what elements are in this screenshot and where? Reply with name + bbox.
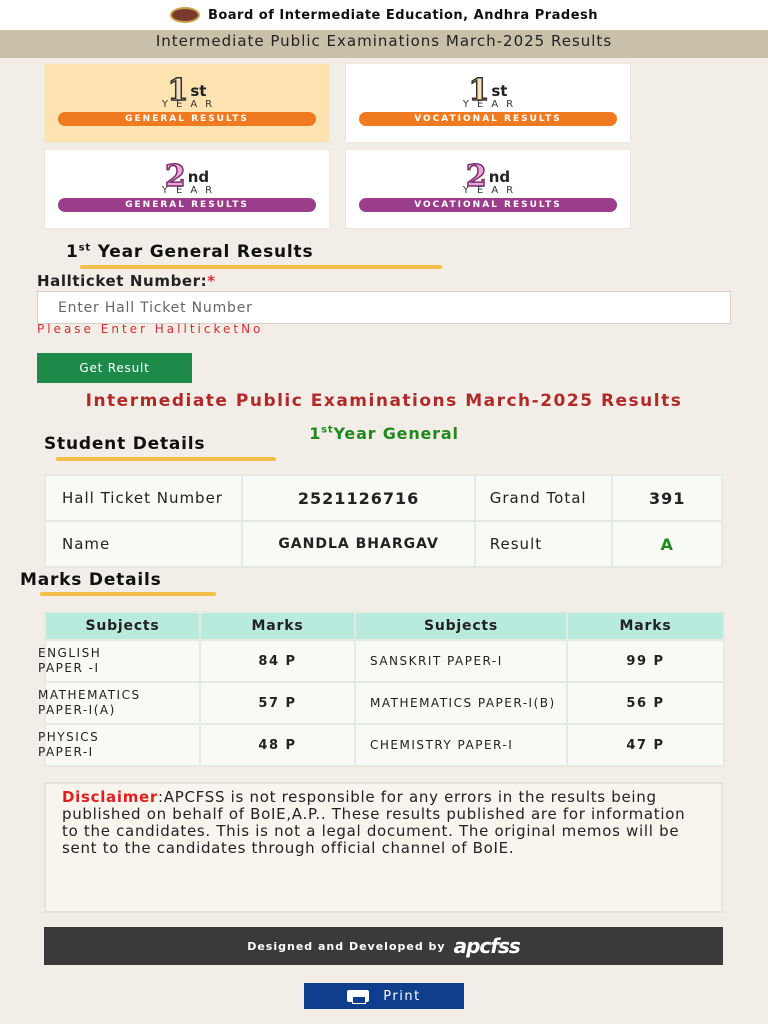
marks-cell: 99 P: [567, 640, 724, 682]
marks-cell: 47 P: [567, 724, 724, 766]
title-underline: [80, 265, 442, 269]
marks-details-title: Marks Details: [20, 570, 162, 590]
marks-cell: 56 P: [567, 682, 724, 724]
apcfss-logo: apcfss: [453, 934, 520, 958]
print-label: Print: [383, 988, 421, 1004]
print-button[interactable]: [304, 983, 464, 1009]
card-2nd-year-vocational[interactable]: [345, 149, 631, 229]
disclaimer-title: Disclaimer: [62, 788, 159, 806]
disclaimer-text: :APCFSS is not responsible for any errors in the results being published on behalf of BoIE,A.P.. These results published are for information to the candidates. This is not a legal document. The original memos will be sent to the candidates through official channel of BoIE.: [62, 788, 686, 857]
student-details-title: Student Details: [44, 434, 206, 454]
card-1st-year-vocational[interactable]: [345, 63, 631, 143]
title-underline: [56, 457, 276, 461]
marks-table: [38, 611, 725, 767]
subject-cell: CHEMISTRY PAPER-I: [355, 724, 567, 766]
card-2nd-year-general[interactable]: [44, 149, 330, 229]
col-marks: Marks: [567, 612, 724, 640]
result-label: Result: [475, 521, 613, 567]
table-row: [45, 724, 724, 766]
card-number: 2: [465, 159, 487, 194]
footer-text: Designed and Developed by: [247, 939, 446, 953]
card-suffix: nd: [187, 168, 210, 186]
col-marks: Marks: [200, 612, 355, 640]
subject-cell: SANSKRIT PAPER-I: [355, 640, 567, 682]
name-value: GANDLA BHARGAV: [242, 521, 474, 567]
marks-cell: 48 P: [200, 724, 355, 766]
ht-value: 2521126716: [242, 475, 474, 521]
table-row: [45, 682, 724, 724]
board-title: Board of Intermediate Education, Andhra Pradesh: [207, 7, 599, 23]
subject-cell: MATHEMATICS PAPER-I(A): [45, 682, 200, 724]
col-subjects: Subjects: [45, 612, 200, 640]
form-section-title: 1st Year General Results: [66, 242, 314, 262]
validation-error: Please Enter HallticketNo: [37, 322, 264, 336]
table-row: [45, 640, 724, 682]
general-results-pill[interactable]: GENERAL RESULTS: [58, 198, 316, 212]
top-header: [0, 0, 768, 30]
name-label: Name: [45, 521, 242, 567]
marks-cell: 84 P: [200, 640, 355, 682]
printer-icon: [347, 990, 369, 1002]
marks-cell: 57 P: [200, 682, 355, 724]
year-heading: 1stYear General: [309, 424, 459, 443]
card-suffix: nd: [488, 168, 511, 186]
hallticket-input[interactable]: [37, 291, 731, 324]
card-year-label: YEAR: [161, 99, 221, 110]
card-suffix: st: [491, 82, 508, 100]
subject-cell: MATHEMATICS PAPER-I(B): [355, 682, 567, 724]
total-value: 391: [612, 475, 722, 521]
student-details-table: [44, 474, 723, 568]
card-1st-year-general[interactable]: [44, 63, 330, 143]
card-number: 1: [167, 73, 189, 108]
card-year-label: YEAR: [462, 185, 522, 196]
vocational-results-pill[interactable]: VOCATIONAL RESULTS: [359, 112, 617, 126]
col-subjects: Subjects: [355, 612, 567, 640]
card-number: 2: [164, 159, 186, 194]
card-year-label: YEAR: [462, 99, 522, 110]
general-results-pill[interactable]: GENERAL RESULTS: [58, 112, 316, 126]
card-number: 1: [468, 73, 490, 108]
get-result-button[interactable]: Get Result: [37, 353, 192, 383]
card-suffix: st: [190, 82, 207, 100]
total-label: Grand Total: [475, 475, 613, 521]
subject-cell: ENGLISH PAPER -I: [45, 640, 200, 682]
exam-title-band: [0, 30, 768, 58]
subject-cell: PHYSICS PAPER-I: [45, 724, 200, 766]
ht-label: Hall Ticket Number: [45, 475, 242, 521]
results-heading: Intermediate Public Examinations March-2025 Results: [85, 391, 683, 411]
required-mark: *: [207, 272, 216, 290]
footer: [44, 927, 723, 965]
vocational-results-pill[interactable]: VOCATIONAL RESULTS: [359, 198, 617, 212]
title-underline: [40, 592, 216, 596]
disclaimer-box: [44, 782, 723, 913]
hallticket-label: Hallticket Number:*: [37, 272, 216, 290]
card-year-label: YEAR: [161, 185, 221, 196]
result-value: A: [612, 521, 722, 567]
board-logo-icon: [170, 7, 200, 23]
exam-title: Intermediate Public Examinations March-2025 Results: [155, 32, 613, 50]
